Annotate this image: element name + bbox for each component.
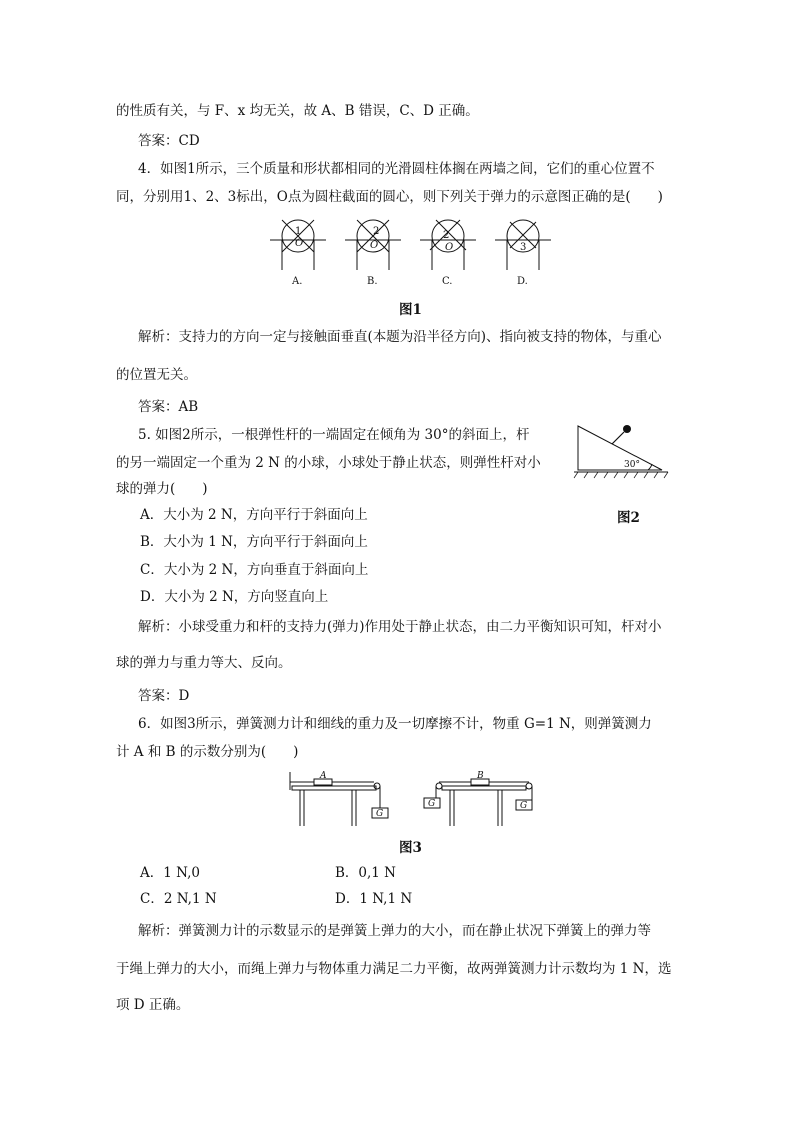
explanation-6-line-1: 解析：弹簧测力计的示数显示的是弹簧上弹力的大小，而在静止状况下弹簧上的弹力等 [138, 923, 651, 939]
question-5-line-2: 的另一端固定一个重为 2 N 的小球，小球处于静止状态，则弹性杆对小 [116, 455, 541, 471]
figure-2-caption: 图2 [617, 510, 640, 526]
mark-b: 2 [373, 226, 380, 237]
weight-label-3: G [520, 801, 528, 811]
figure-3 [286, 770, 546, 828]
answer-3: 答案：CD [138, 133, 200, 149]
question-6-line-1: 6．如图3所示，弹簧测力计和细线的重力及一切摩擦不计，物重 G=1 N，则弹簧测力 [138, 716, 652, 732]
angle-label: 30° [624, 460, 640, 470]
figure-1 [260, 210, 560, 292]
center-label-c: O [445, 242, 454, 253]
explanation-5-line-2: 球的弹力与重力等大、反向。 [116, 655, 292, 671]
q6-option-c: C．2 N,1 N [140, 891, 217, 907]
question-4-line-2: 同，分别用1、2、3标出，O点为圆柱截面的圆心，则下列关于弹力的示意图正确的是( ) [116, 189, 663, 205]
ball [623, 425, 631, 433]
q6-option-b: B．0,1 N [335, 865, 396, 881]
q6-option-d: D．1 N,1 N [335, 891, 413, 907]
panel-label-d: D. [517, 276, 528, 287]
q5-option-a: A．大小为 2 N，方向平行于斜面向上 [140, 507, 368, 523]
question-5-line-3: 球的弹力( ) [116, 481, 208, 497]
figure-3-caption: 图3 [399, 840, 422, 856]
center-label-b: O [370, 240, 379, 251]
explanation-4-line-2: 的位置无关。 [116, 367, 197, 383]
question-4-line-1: 4．如图1所示，三个质量和形状都相同的光滑圆柱体搁在两墙之间，它们的重心位置不 [138, 161, 655, 177]
scale-a-label: A [320, 771, 327, 781]
q5-option-c: C．大小为 2 N，方向垂直于斜面向上 [140, 562, 369, 578]
q5-option-d: D．大小为 2 N，方向竖直向上 [140, 589, 329, 605]
explanation-6-line-3: 项 D 正确。 [116, 997, 190, 1013]
center-label-a: O [295, 238, 304, 249]
q6-option-a: A．1 N,0 [140, 865, 200, 881]
q5-option-b: B．大小为 1 N，方向平行于斜面向上 [140, 534, 368, 550]
weight-label-2: G [428, 799, 436, 809]
explanation-5-line-1: 解析：小球受重力和杆的支持力(弹力)作用处于静止状态，由二力平衡知识可知，杆对小 [138, 619, 662, 635]
panel-label-c: C. [442, 276, 453, 287]
mark-c: 2 [443, 230, 450, 241]
mark-a: 1 [295, 226, 302, 237]
mark-d: 3 [520, 242, 527, 253]
explanation-4-line-1: 解析：支持力的方向一定与接触面垂直(本题为沿半径方向)、指向被支持的物体，与重心 [138, 329, 662, 345]
question-5-line-1: 5. 如图2所示，一根弹性杆的一端固定在倾角为 30°的斜面上，杆 [138, 427, 530, 443]
text-line-1: 的性质有关，与 F、x 均无关，故 A、B 错误，C、D 正确。 [116, 103, 479, 119]
figure-2 [572, 420, 670, 486]
explanation-6-line-2: 于绳上弹力的大小，而绳上弹力与物体重力满足二力平衡，故两弹簧测力计示数均为 1 N，选 [116, 961, 672, 977]
answer-4: 答案：AB [138, 399, 199, 415]
figure-1-caption: 图1 [399, 302, 422, 318]
weight-label-1: G [376, 809, 384, 819]
question-6-line-2: 计 A 和 B 的示数分别为( ) [116, 744, 299, 760]
scale-b-label: B [477, 771, 484, 781]
panel-label-b: B. [367, 276, 378, 287]
answer-5: 答案：D [138, 688, 190, 704]
panel-label-a: A. [292, 276, 303, 287]
